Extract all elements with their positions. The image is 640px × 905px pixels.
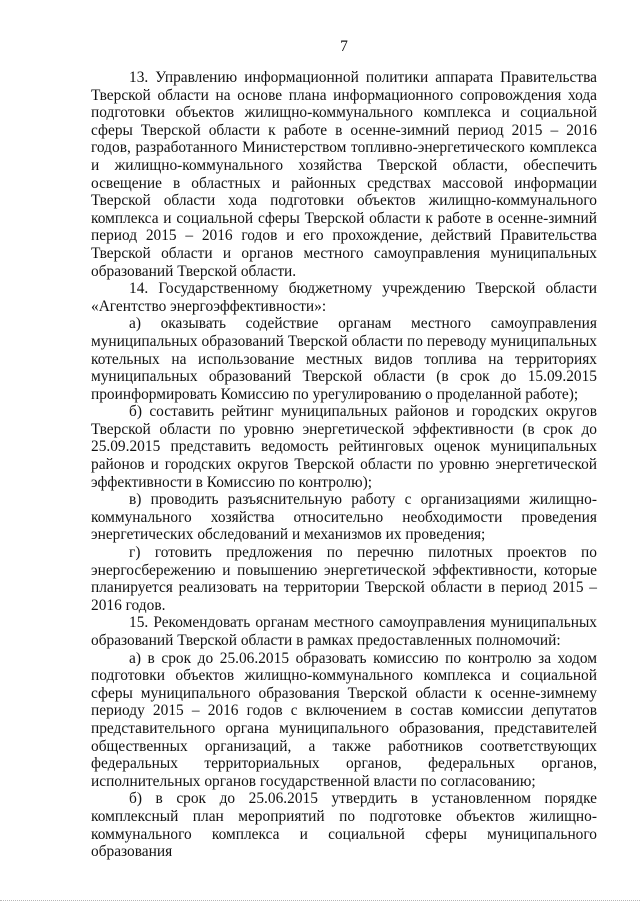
page-number: 7 xyxy=(340,38,348,55)
paragraph-14-b: б) составить рейтинг муниципальных районов и городских округов Тверской области по уровню энергетической эффективности (в срок до 25.09.2015 представить ведомость рейтинговых оценок муниципальных районов и городских округов Тверской области по уровню энергетической эффективности в Комиссию по контролю); xyxy=(91,403,597,491)
paragraph-14-g: г) готовить предложения по перечню пилотных проектов по энергосбережению и повышению энергетической эффективности, которые планируется реализовать на территории Тверской области в период 2015 – 2016 годов. xyxy=(91,544,597,614)
paragraph-14-v: в) проводить разъяснительную работу с организациями жилищно-коммунального хозяйства относительно необходимости проведения энергетических обследований и механизмов их проведения; xyxy=(91,491,597,544)
paragraph-13: 13. Управлению информационной политики аппарата Правительства Тверской области на основе плана информационного сопровождения хода подготовки объектов жилищно-коммунального комплекса и социальной сферы Тверской области к работе в осенне-зимний период 2015 – 2016 годов, разработанного Министерством топливно-энергетического комплекса и жилищно-коммунального хозяйства Тверской области, обеспечить освещение в областных и районных средствах массовой информации Тверской области хода подготовки объектов жилищно-коммунального комплекса и социальной сферы Тверской области к работе в осенне-зимний период 2015 – 2016 годов и его прохождение, действий Правительства Тверской области и органов местного самоуправления муниципальных образований Тверской области. xyxy=(91,69,597,280)
paragraph-14: 14. Государственному бюджетному учреждению Тверской области «Агентство энергоэффективности»: xyxy=(91,280,597,315)
paragraph-15-a: а) в срок до 25.06.2015 образовать комиссию по контролю за ходом подготовки объектов жилищно-коммунального комплекса и социальной сферы муниципального образования Тверской области к осенне-зимнему периоду 2015 – 2016 годов с включением в состав комиссии депутатов представительного органа муниципального образования, представителей общественных организаций, а также работников соответствующих федеральных территориальных органов, федеральных органов, исполнительных органов государственной власти по согласованию; xyxy=(91,649,597,790)
document-body xyxy=(91,69,597,861)
page-bottom-divider xyxy=(0,900,640,903)
document-page xyxy=(91,0,597,905)
paragraph-14-a: а) оказывать содействие органам местного самоуправления муниципальных образований Тверской области по переводу муниципальных котельных на использование местных видов топлива на территориях муниципальных образований Тверской области (в срок до 15.09.2015 проинформировать Комиссию по урегулированию о проделанной работе); xyxy=(91,315,597,403)
paragraph-15: 15. Рекомендовать органам местного самоуправления муниципальных образований Тверской области в рамках предоставленных полномочий: xyxy=(91,614,597,649)
paragraph-15-b: б) в срок до 25.06.2015 утвердить в установленном порядке комплексный план мероприятий по подготовке объектов жилищно-коммунального комплекса и социальной сферы муниципального образования xyxy=(91,790,597,861)
